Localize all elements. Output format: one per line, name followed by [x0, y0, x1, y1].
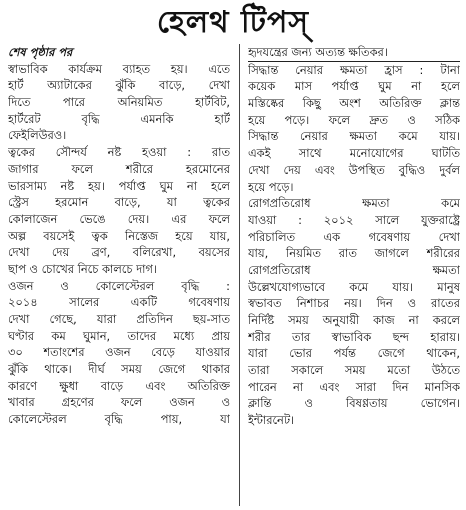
right-column: [248, 44, 460, 506]
text-line: জাগার ফলে শরীরে হরমোনের: [8, 161, 230, 176]
text-line: শরীর তার স্বাভাবিক ছন্দ হারায়।: [248, 329, 460, 344]
text-line: ২০১৪ সালের একটি গবেষণায়: [8, 295, 230, 310]
text-line: নির্দিষ্ট সময় অনুযায়ী কাজ না করলে: [248, 313, 460, 327]
text-line: কোলাজেন ভেঙে দেয়। এর ফলে: [8, 211, 230, 226]
text-line: ফেইলিউরও।: [8, 128, 67, 143]
text-line: ওজন ও কোলেস্টেরল বৃদ্ধি :: [8, 278, 230, 293]
text-line: দিতে পারে অনিয়মিত হার্টবিট,: [8, 95, 230, 110]
text-line: শেষ পৃষ্ঠার পর: [8, 45, 73, 59]
text-line: হার্ট অ্যাটাকের ঝুঁকি বাড়ে, দেখা: [8, 78, 230, 93]
text-line: অল্প বয়সেই ত্বক নিস্তেজ হয়ে যায়,: [8, 228, 230, 243]
text-line: ছাপ ও চোখের নিচে কালচে দাগ।: [8, 261, 157, 276]
text-line: ঝুঁকি থাকে। দীর্ঘ সময় জেগে থাকার: [8, 362, 230, 377]
text-line: হয়ে পড়ে। ফলে দ্রুত ও সঠিক: [248, 112, 460, 127]
column-divider: [239, 44, 240, 506]
text-line: রোগপ্রতিরোধ ক্ষমতা কমে: [248, 196, 460, 211]
text-line: খাবার গ্রহণের ফলে ওজন ও: [8, 395, 230, 410]
text-line: ভারসাম্য নষ্ট হয়। পর্যাপ্ত ঘুম না হলে: [8, 178, 230, 193]
text-line: যারা ভোর পর্যন্ত জেগে থাকেন,: [248, 346, 460, 361]
text-line: ত্বকের সৌন্দর্য নষ্ট হওয়া : রাত: [8, 145, 230, 160]
text-line: কোলেস্টেরল বৃদ্ধি পায়, যা: [8, 412, 230, 427]
text-line: ক্লান্তি ও বিষণ্ণতায় ভোগেন।: [248, 396, 460, 411]
text-line: স্ট্রেস হরমোন বাড়ে, যা ত্বকের: [8, 195, 230, 210]
left-column: [8, 44, 230, 506]
text-line: স্বাভাবিক কার্যক্রম ব্যাহত হয়। এতে: [8, 61, 230, 76]
text-line: পরিচালিত এক গবেষণায় দেখা: [248, 229, 460, 244]
text-line: দেখা দেয় ব্রণ, বলিরেখা, বয়সের: [8, 245, 230, 260]
text-line: ঘণ্টার কম ঘুমান, তাদের মধ্যে প্রায়: [8, 328, 230, 343]
text-line: হার্টরেট বৃদ্ধি এমনকি হার্ট: [8, 111, 230, 126]
text-line: যায়, নিয়মিত রাত জাগলে শরীরের: [248, 246, 460, 261]
text-line: হয়ে পড়ে।: [248, 179, 294, 194]
text-line: সিদ্ধান্ত নেয়ার ক্ষমতা হ্রাস : টানা: [248, 62, 460, 77]
text-line: সিদ্ধান্ত নেয়ার ক্ষমতা কমে যায়।: [248, 129, 460, 144]
text-line: হৃদযন্ত্রের জন্য অত্যন্ত ক্ষতিকর।: [248, 44, 460, 62]
text-line: কয়েক মাস পর্যাপ্ত ঘুম না হলে: [248, 79, 460, 94]
text-line: রোগপ্রতিরোধ ক্ষমতা: [248, 262, 460, 277]
text-line: পারেন না এবং সারা দিন মানসিক: [248, 379, 460, 394]
text-line: তারা সকালে সময় মতো উঠতে: [248, 363, 460, 378]
text-line: দেখা গেছে, যারা প্রতিদিন ছয়-সাত: [8, 312, 230, 326]
text-line: ৩০ শতাংশের ওজন বেড়ে যাওয়ার: [8, 345, 230, 360]
text-line: স্বভাবত নিশাচর নয়। দিন ও রাতের: [248, 296, 460, 311]
text-line: কারণে ক্ষুধা বাড়ে এবং অতিরিক্ত: [8, 378, 230, 393]
text-line: মস্তিষ্কের কিছু অংশ অতিরিক্ত ক্লান্ত: [248, 96, 460, 111]
headline: হেলথ টিপস্: [156, 5, 310, 40]
text-line: একই সাথে মনোযোগের ঘাটতি: [248, 146, 460, 161]
text-line: দেখা দেয় এবং উপস্থিত বুদ্ধিও দুর্বল: [248, 162, 460, 177]
text-line: যাওয়া : ২০১২ সালে যুক্তরাষ্ট্রে: [248, 212, 460, 227]
text-line: উল্লেখযোগ্যভাবে কমে যায়। মানুষ: [248, 279, 460, 294]
text-line: ইন্টারনেট।: [248, 413, 295, 428]
